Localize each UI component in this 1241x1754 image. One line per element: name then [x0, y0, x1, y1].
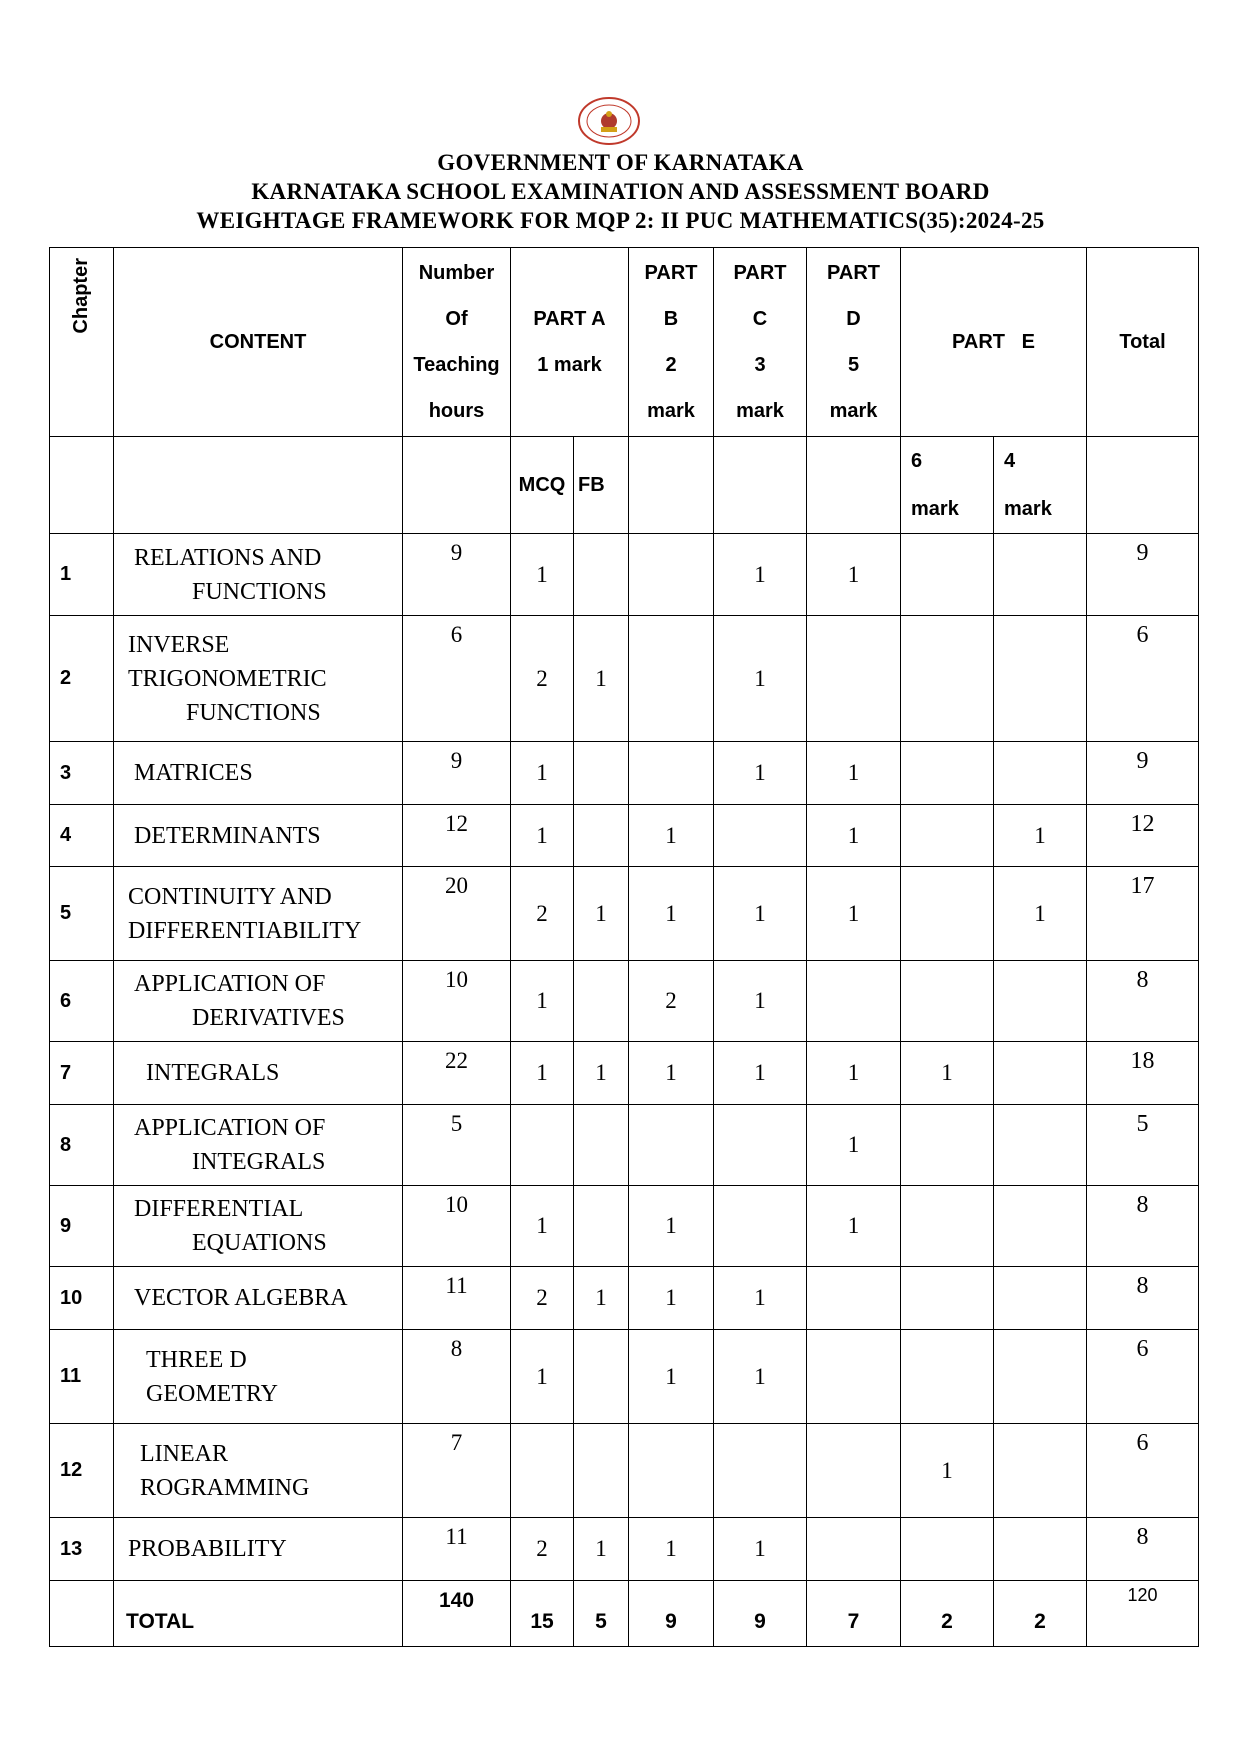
row-total: 8	[1087, 1518, 1199, 1581]
content-line: APPLICATION OF	[134, 1115, 326, 1141]
part-d: 1	[807, 1186, 901, 1267]
part-c: 1	[714, 534, 807, 616]
chapter-content	[114, 1424, 403, 1518]
e6-header: 6 mark	[901, 437, 994, 534]
row-total: 17	[1087, 867, 1199, 961]
part-a-mcq	[511, 1105, 574, 1186]
fb-header: FB	[574, 437, 629, 534]
part-b: 1	[629, 1186, 714, 1267]
part-c: 1	[714, 1518, 807, 1581]
part-e-6	[901, 1330, 994, 1424]
part-c-header: PART C 3 mark	[714, 248, 807, 437]
part-e-4	[994, 1330, 1087, 1424]
content-line: FUNCTIONS	[192, 578, 327, 605]
content-line: DETERMINANTS	[134, 822, 321, 849]
e4-header: 4 mark	[994, 437, 1087, 534]
content-line: MATRICES	[134, 760, 253, 786]
row-total: 9	[1087, 742, 1199, 805]
table-row	[50, 742, 1199, 805]
part-b	[629, 1424, 714, 1518]
part-c: 1	[714, 616, 807, 742]
part-a-mcq: 2	[511, 1518, 574, 1581]
content-header: CONTENT	[114, 248, 403, 437]
document-header	[0, 148, 1241, 235]
part-c	[714, 1105, 807, 1186]
table-row	[50, 961, 1199, 1042]
row-total: 5	[1087, 1105, 1199, 1186]
totals-mcq: 15	[511, 1581, 574, 1647]
part-e-6	[901, 1518, 994, 1581]
totals-total: 120	[1087, 1581, 1199, 1647]
teaching-hours: 12	[403, 805, 511, 867]
part-d	[807, 1518, 901, 1581]
chapter-content	[114, 1518, 403, 1581]
part-a-mcq: 2	[511, 616, 574, 742]
part-e-6: 1	[901, 1424, 994, 1518]
table-row	[50, 1330, 1199, 1424]
chapter-content	[114, 961, 403, 1042]
chapter-header: Chapter	[50, 248, 114, 437]
chapter-number: 13	[50, 1518, 114, 1581]
part-e-4	[994, 1518, 1087, 1581]
part-b: 1	[629, 1267, 714, 1330]
header-row-2	[50, 437, 1199, 534]
totals-e4: 2	[994, 1581, 1087, 1647]
part-d: 1	[807, 1042, 901, 1105]
table-row	[50, 616, 1199, 742]
table-row	[50, 867, 1199, 961]
chapter-content	[114, 867, 403, 961]
part-d: 1	[807, 742, 901, 805]
content-line: THREE D	[146, 1346, 247, 1373]
totals-e6: 2	[901, 1581, 994, 1647]
teaching-hours: 10	[403, 961, 511, 1042]
part-d: 1	[807, 534, 901, 616]
part-b	[629, 1105, 714, 1186]
part-a-fb: 1	[574, 867, 629, 961]
chapter-content	[114, 742, 403, 805]
part-b: 2	[629, 961, 714, 1042]
part-d	[807, 1330, 901, 1424]
part-c: 1	[714, 1042, 807, 1105]
part-d	[807, 1267, 901, 1330]
totals-label: TOTAL	[114, 1581, 403, 1647]
content-line: FUNCTIONS	[186, 699, 321, 726]
part-a-mcq: 1	[511, 742, 574, 805]
part-e-6	[901, 805, 994, 867]
content-line: RELATIONS AND	[134, 544, 322, 571]
part-e-4	[994, 1042, 1087, 1105]
row-total: 12	[1087, 805, 1199, 867]
content-line: TRIGONOMETRIC	[128, 665, 327, 692]
content-line: LINEAR	[140, 1440, 228, 1467]
chapter-content	[114, 1042, 403, 1105]
header-line-2: KARNATAKA SCHOOL EXAMINATION AND ASSESSMENT BOARD	[251, 179, 990, 204]
part-e-6	[901, 616, 994, 742]
part-a-fb	[574, 534, 629, 616]
part-c: 1	[714, 1330, 807, 1424]
part-d: 1	[807, 1105, 901, 1186]
part-a-mcq: 1	[511, 1042, 574, 1105]
row-total: 8	[1087, 961, 1199, 1042]
chapter-number: 2	[50, 616, 114, 742]
totals-d: 7	[807, 1581, 901, 1647]
content-line: GEOMETRY	[146, 1380, 278, 1407]
part-a-fb	[574, 742, 629, 805]
content-line: EQUATIONS	[192, 1230, 327, 1256]
part-b: 1	[629, 1330, 714, 1424]
part-b-header: PART B 2 mark	[629, 248, 714, 437]
row-total: 8	[1087, 1186, 1199, 1267]
table-row	[50, 1042, 1199, 1105]
part-e-4	[994, 961, 1087, 1042]
totals-hours: 140	[403, 1581, 511, 1647]
part-e-6: 1	[901, 1042, 994, 1105]
part-a-fb: 1	[574, 616, 629, 742]
part-a-fb: 1	[574, 1042, 629, 1105]
chapter-number: 3	[50, 742, 114, 805]
chapter-number: 12	[50, 1424, 114, 1518]
content-line: DERIVATIVES	[192, 1005, 345, 1031]
part-b	[629, 742, 714, 805]
teaching-hours: 11	[403, 1267, 511, 1330]
weightage-table	[49, 247, 1199, 1647]
content-line: INTEGRALS	[192, 1149, 326, 1175]
teaching-hours: 22	[403, 1042, 511, 1105]
part-d	[807, 961, 901, 1042]
part-e-4	[994, 616, 1087, 742]
chapter-content	[114, 534, 403, 616]
part-e-6	[901, 1186, 994, 1267]
chapter-number: 10	[50, 1267, 114, 1330]
part-a-fb: 1	[574, 1267, 629, 1330]
content-line: APPLICATION OF	[134, 971, 326, 997]
part-a-fb	[574, 1186, 629, 1267]
part-c	[714, 805, 807, 867]
part-a-fb	[574, 961, 629, 1042]
row-total: 6	[1087, 1424, 1199, 1518]
part-e-4	[994, 534, 1087, 616]
part-c: 1	[714, 961, 807, 1042]
totals-b: 9	[629, 1581, 714, 1647]
totals-fb: 5	[574, 1581, 629, 1647]
totals-row	[50, 1581, 1199, 1647]
part-e-header: PART E	[901, 248, 1087, 437]
part-b	[629, 534, 714, 616]
part-d-header: PART D 5 mark	[807, 248, 901, 437]
chapter-number: 1	[50, 534, 114, 616]
chapter-number: 4	[50, 805, 114, 867]
part-d: 1	[807, 805, 901, 867]
teaching-hours: 10	[403, 1186, 511, 1267]
hours-header: Number Of Teaching hours	[403, 248, 511, 437]
chapter-content	[114, 1105, 403, 1186]
teaching-hours: 6	[403, 616, 511, 742]
header-line-3: WEIGHTAGE FRAMEWORK FOR MQP 2: II PUC MATHEMATICS(35):2024-25	[196, 208, 1045, 233]
table-row	[50, 1424, 1199, 1518]
part-a-fb	[574, 805, 629, 867]
teaching-hours: 9	[403, 742, 511, 805]
chapter-content	[114, 616, 403, 742]
chapter-number: 6	[50, 961, 114, 1042]
part-b: 1	[629, 805, 714, 867]
content-line: DIFFERENTIAL	[134, 1196, 304, 1222]
content-line: ROGRAMMING	[140, 1474, 310, 1501]
row-total: 6	[1087, 1330, 1199, 1424]
part-e-4	[994, 742, 1087, 805]
part-c	[714, 1424, 807, 1518]
part-a-fb	[574, 1105, 629, 1186]
part-b	[629, 616, 714, 742]
chapter-number: 7	[50, 1042, 114, 1105]
teaching-hours: 9	[403, 534, 511, 616]
chapter-content	[114, 1267, 403, 1330]
part-d: 1	[807, 867, 901, 961]
part-a-mcq: 1	[511, 1186, 574, 1267]
table-row	[50, 1518, 1199, 1581]
part-a-mcq: 1	[511, 961, 574, 1042]
table-row	[50, 1105, 1199, 1186]
part-d	[807, 1424, 901, 1518]
part-e-4	[994, 1186, 1087, 1267]
part-a-fb	[574, 1330, 629, 1424]
header-line-1: GOVERNMENT OF KARNATAKA	[437, 150, 804, 175]
content-line: PROBABILITY	[128, 1536, 287, 1562]
content-line: INTEGRALS	[146, 1060, 280, 1086]
table-row	[50, 1186, 1199, 1267]
chapter-content	[114, 1186, 403, 1267]
part-e-6	[901, 961, 994, 1042]
part-a-header: PART A 1 mark	[511, 248, 629, 437]
table-row	[50, 1267, 1199, 1330]
part-a-mcq: 2	[511, 1267, 574, 1330]
row-total: 6	[1087, 616, 1199, 742]
part-c: 1	[714, 867, 807, 961]
chapter-number: 5	[50, 867, 114, 961]
part-e-4	[994, 1424, 1087, 1518]
part-a-mcq	[511, 1424, 574, 1518]
table-row	[50, 805, 1199, 867]
chapter-number: 11	[50, 1330, 114, 1424]
chapter-number: 8	[50, 1105, 114, 1186]
chapter-number: 9	[50, 1186, 114, 1267]
part-e-4: 1	[994, 805, 1087, 867]
part-d	[807, 616, 901, 742]
total-header: Total	[1087, 248, 1199, 437]
part-a-fb: 1	[574, 1518, 629, 1581]
teaching-hours: 8	[403, 1330, 511, 1424]
part-e-6	[901, 1105, 994, 1186]
part-a-mcq: 1	[511, 805, 574, 867]
content-line: VECTOR ALGEBRA	[134, 1285, 348, 1311]
part-b: 1	[629, 1042, 714, 1105]
teaching-hours: 20	[403, 867, 511, 961]
teaching-hours: 7	[403, 1424, 511, 1518]
row-total: 9	[1087, 534, 1199, 616]
teaching-hours: 5	[403, 1105, 511, 1186]
part-c	[714, 1186, 807, 1267]
chapter-content	[114, 1330, 403, 1424]
part-b: 1	[629, 867, 714, 961]
part-c: 1	[714, 742, 807, 805]
part-a-fb	[574, 1424, 629, 1518]
part-a-mcq: 1	[511, 1330, 574, 1424]
karnataka-emblem-seal	[577, 96, 641, 146]
table-row	[50, 534, 1199, 616]
teaching-hours: 11	[403, 1518, 511, 1581]
mcq-header: MCQ	[511, 437, 574, 534]
part-a-mcq: 2	[511, 867, 574, 961]
header-row-1	[50, 248, 1199, 437]
row-total: 18	[1087, 1042, 1199, 1105]
part-c: 1	[714, 1267, 807, 1330]
content-line: INVERSE	[128, 631, 230, 658]
part-e-6	[901, 534, 994, 616]
part-b: 1	[629, 1518, 714, 1581]
chapter-content	[114, 805, 403, 867]
content-line: CONTINUITY AND	[128, 883, 332, 910]
part-e-6	[901, 742, 994, 805]
row-total: 8	[1087, 1267, 1199, 1330]
content-line: DIFFERENTIABILITY	[128, 917, 362, 944]
totals-c: 9	[714, 1581, 807, 1647]
part-e-4	[994, 1105, 1087, 1186]
part-e-6	[901, 867, 994, 961]
part-e-4	[994, 1267, 1087, 1330]
part-a-mcq: 1	[511, 534, 574, 616]
part-e-6	[901, 1267, 994, 1330]
part-e-4: 1	[994, 867, 1087, 961]
